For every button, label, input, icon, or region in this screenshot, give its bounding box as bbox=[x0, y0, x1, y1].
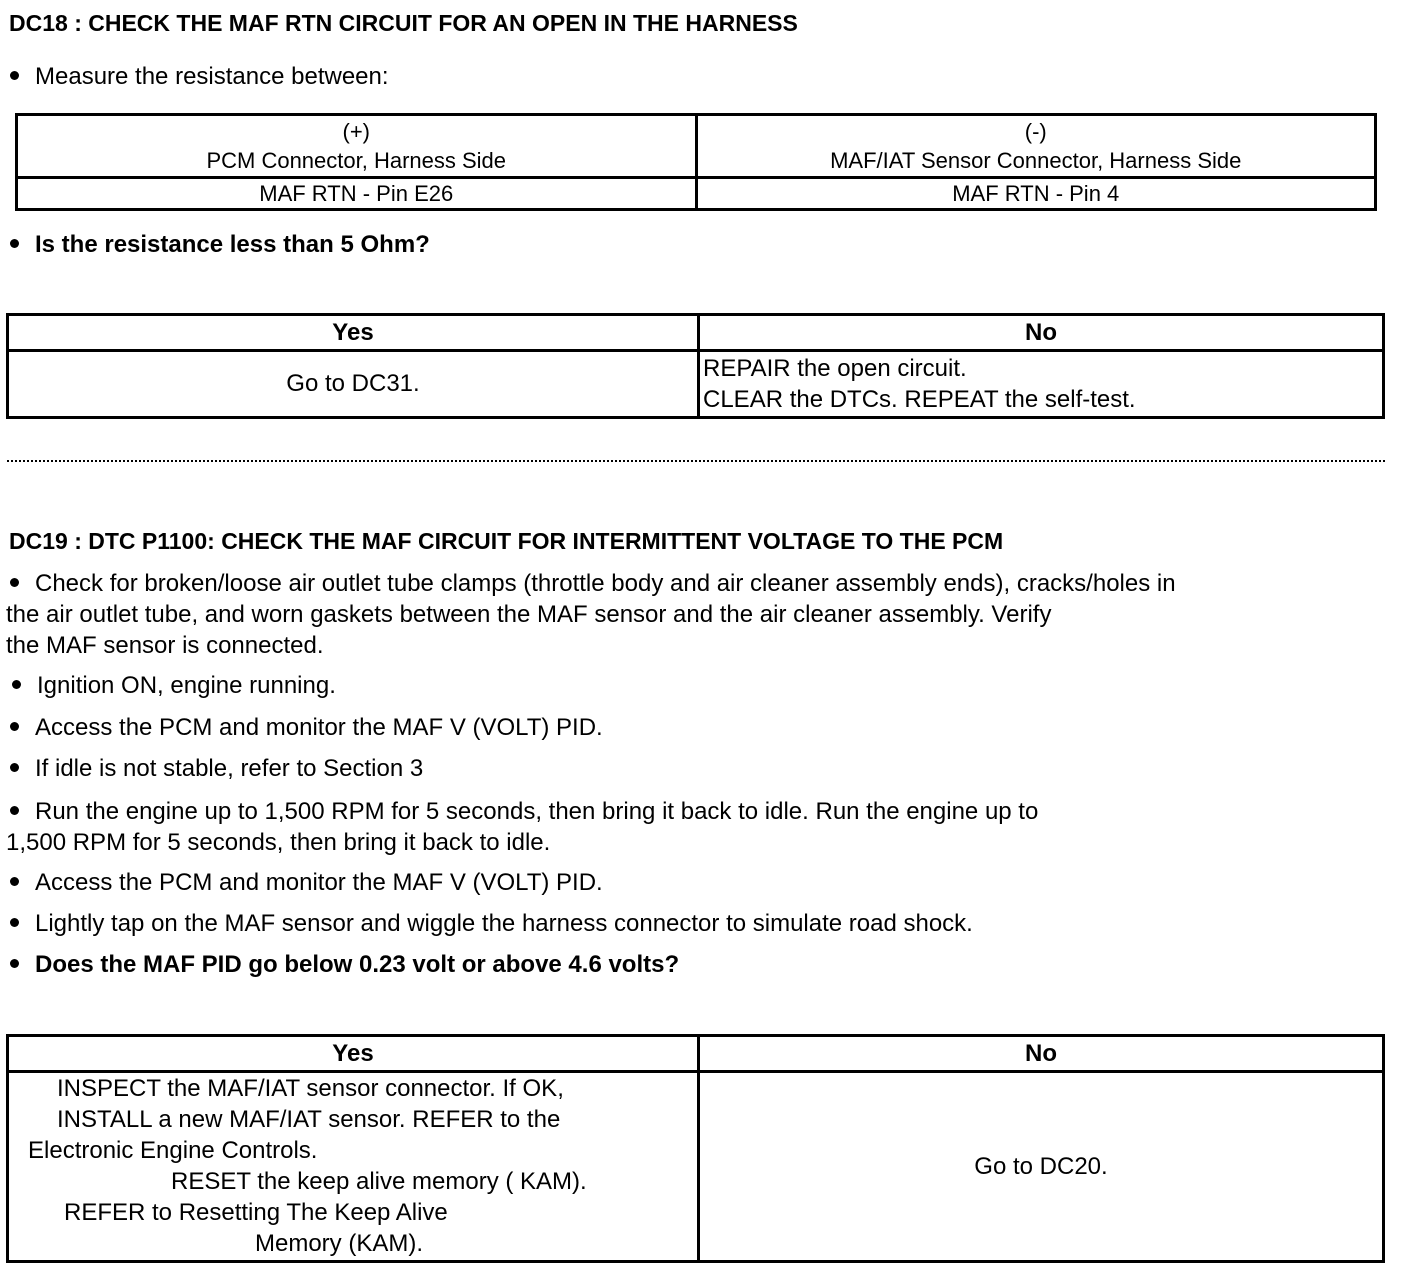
dc19-bullet-access1 bbox=[6, 714, 603, 742]
no-header: No bbox=[699, 1036, 1384, 1072]
bullet-icon bbox=[10, 239, 19, 248]
bullet-text: Lightly tap on the MAF sensor and wiggle the harness connector to simulate road shock. bbox=[35, 910, 973, 937]
bullet-text: Access the PCM and monitor the MAF V (VOLT) PID. bbox=[35, 869, 603, 896]
dc19-bullet-tap bbox=[6, 910, 973, 938]
dc19-bullet-access2 bbox=[6, 869, 603, 897]
dc18-heading: DC18 : CHECK THE MAF RTN CIRCUIT FOR AN OPEN IN THE HARNESS bbox=[9, 10, 798, 36]
dc18-measure-table bbox=[15, 113, 1377, 211]
measure-col2-header bbox=[696, 115, 1376, 178]
measure-col1-header bbox=[17, 115, 697, 178]
bullet-icon bbox=[10, 578, 19, 587]
col1-sign: (+) bbox=[342, 119, 370, 144]
yes-line: Electronic Engine Controls. bbox=[28, 1137, 318, 1164]
para-line: Check for broken/loose air outlet tube clamps (throttle body and air cleaner assembly ends), cracks/holes in bbox=[35, 570, 1176, 597]
dc18-bullet-measure bbox=[6, 63, 389, 91]
dc19-para-check bbox=[6, 568, 1401, 661]
no-header: No bbox=[699, 315, 1384, 351]
dc18-question bbox=[6, 231, 430, 259]
para-line: the air outlet tube, and worn gaskets between the MAF sensor and the air cleaner assembly. Verify bbox=[6, 601, 1052, 628]
bullet-icon bbox=[10, 918, 19, 927]
yes-line: REFER to Resetting The Keep Alive bbox=[64, 1199, 448, 1226]
dc19-result-table bbox=[6, 1034, 1385, 1263]
no-cell: Go to DC20. bbox=[699, 1072, 1384, 1262]
question-text: Does the MAF PID go below 0.23 volt or above 4.6 volts? bbox=[35, 951, 680, 978]
dc18-result-table bbox=[6, 313, 1385, 419]
bullet-icon bbox=[10, 722, 19, 731]
no-line: REPAIR the open circuit. bbox=[703, 355, 967, 382]
measure-col1-value: MAF RTN - Pin E26 bbox=[17, 178, 697, 210]
no-cell bbox=[699, 351, 1384, 418]
bullet-icon bbox=[10, 877, 19, 886]
yes-line: Memory (KAM). bbox=[255, 1230, 423, 1257]
dc19-bullet-ignition bbox=[8, 672, 336, 700]
yes-cell: Go to DC31. bbox=[8, 351, 699, 418]
yes-header: Yes bbox=[8, 1036, 699, 1072]
bullet-icon bbox=[12, 680, 21, 689]
bullet-icon bbox=[10, 806, 19, 815]
question-text: Is the resistance less than 5 Ohm? bbox=[35, 231, 430, 258]
yes-line: INSTALL a new MAF/IAT sensor. REFER to the bbox=[57, 1106, 561, 1133]
yes-cell bbox=[8, 1072, 699, 1262]
bullet-text: If idle is not stable, refer to Section 3 bbox=[35, 755, 424, 782]
col2-label: MAF/IAT Sensor Connector, Harness Side bbox=[830, 148, 1242, 173]
bullet-icon bbox=[10, 763, 19, 772]
no-line: CLEAR the DTCs. REPEAT the self-test. bbox=[703, 386, 1136, 413]
col2-sign: (-) bbox=[1024, 119, 1047, 144]
bullet-text: Ignition ON, engine running. bbox=[37, 672, 336, 699]
bullet-text: Access the PCM and monitor the MAF V (VOLT) PID. bbox=[35, 714, 603, 741]
yes-line: INSPECT the MAF/IAT sensor connector. If OK, bbox=[57, 1075, 564, 1102]
bullet-text: Measure the resistance between: bbox=[35, 63, 389, 90]
bullet-icon bbox=[10, 959, 19, 968]
para-line: the MAF sensor is connected. bbox=[6, 632, 324, 659]
para-line: 1,500 RPM for 5 seconds, then bring it back to idle. bbox=[6, 829, 551, 856]
yes-header: Yes bbox=[8, 315, 699, 351]
dc19-bullet-idle bbox=[6, 755, 423, 783]
yes-line: RESET the keep alive memory ( KAM). bbox=[171, 1168, 587, 1195]
col1-label: PCM Connector, Harness Side bbox=[206, 148, 507, 173]
dc19-heading: DC19 : DTC P1100: CHECK THE MAF CIRCUIT FOR INTERMITTENT VOLTAGE TO THE PCM bbox=[9, 528, 1004, 554]
bullet-icon bbox=[10, 71, 19, 80]
dc19-para-run bbox=[6, 796, 1401, 858]
measure-col2-value: MAF RTN - Pin 4 bbox=[696, 178, 1376, 210]
dc19-question bbox=[6, 951, 679, 979]
section-divider bbox=[7, 460, 1385, 462]
para-line: Run the engine up to 1,500 RPM for 5 seconds, then bring it back to idle. Run the engine up to bbox=[35, 798, 1039, 825]
